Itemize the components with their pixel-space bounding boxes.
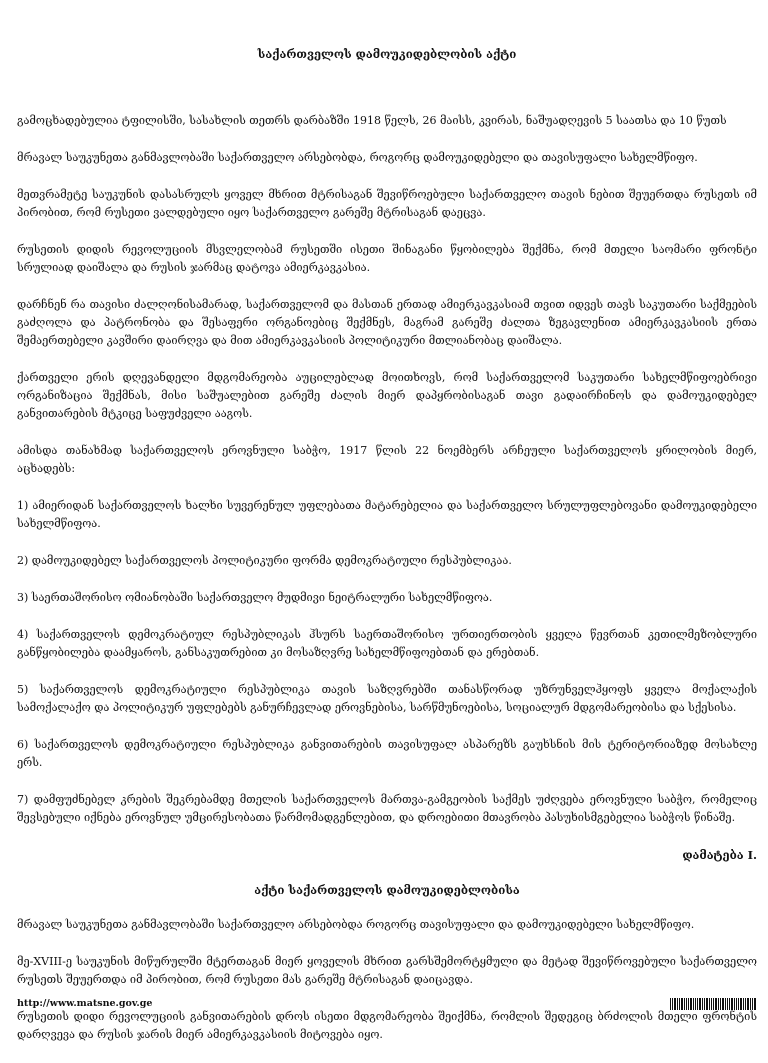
paragraph: მრავალ საუკუნეთა განმავლობაში საქართველო არსებობდა, როგორც დამოუკიდებელი და თავისუფალი სახელმწიფო. <box>17 151 698 164</box>
paragraph: რუსეთის დიდის რევოლუციის მსვლელობამ რუსეთში ისეთი შინაგანი წყობილება შექმნა, რომ მთელი საომარი ფრონტი სრულიად დაიშალა და რუსის ჯარმაც დატოვა ამიერკავკასია. <box>17 243 757 274</box>
barcode-icon <box>670 998 756 1010</box>
article-6: 6) საქართველოს დემოკრატიული რესპუბლიკა განვითარების თავისუფალ ასპარეზს გაუხსნის მის ტერიტორიაზედ მოსახლე ერს. <box>17 738 757 769</box>
article-5: 5) საქართველოს დემოკრატიული რესპუბლიკა თავის საზღვრებში თანასწორად უზრუნველჰყოფს ყველა მოქალაქის სამოქალაქო და პოლიტიკურ უფლებებს განურჩევლად ეროვნებისა, სარწმუნოებისა, სოციალურ მდგომარეობისა და სქესისა. <box>17 683 757 714</box>
annex-paragraph: რუსეთის დიდი რევოლუციის განვითარების დროს ისეთი მდგომარეობა შეიქმნა, რომლის შედეგიც ბრძოლის მთელი ფრონტის დარღვევა და რუსის ჯარის მიერ ამიერკავკასიის მიტოვება იყო. <box>17 1010 757 1041</box>
document-title: საქართველოს დამოუკიდებლობის აქტი <box>257 47 517 61</box>
article-3: 3) საერთაშორისო ომიანობაში საქართველო მუდმივი ნეიტრალური სახელმწიფოა. <box>17 591 493 604</box>
article-4: 4) საქართველოს დემოკრატიულ რესპუბლიკას ჰსურს საერთაშორისო ურთიერთობის ყველა წევრთან კეთილმეზობლური განწყობილება დაამყაროს, განსაკუთრებით კი მოსაზღვრე სახელმწიფოებთან და ერებთან. <box>17 628 757 659</box>
paragraph: მეთვრამეტე საუკუნის დასასრულს ყოველ მხრით მტრისაგან შევიწროებული საქართველო თავის ნებით შეუერთდა რუსეთს იმ პირობით, რომ რუსეთი ვალდებული იყო საქართველო გარეშე მტრისაგან დაეცვა. <box>17 188 757 219</box>
paragraph: დარჩნენ რა თავისი ძალღონისამარად, საქართველომ და მასთან ერთად ამიერკავკასიამ თვით იდვეს თავს საკუთარი საქმეების გაძღოლა და პატრონობა და შესაფერი ორგანოებიც შექმნეს, მაგრამ გარეშე ძალთა ზეგავლენით ამიერკავკასიის ერთა შემაერთებელი კავშირი დაირღვა და მით ამიერკავკასიის პოლიტიკური მთლიანობაც დაიშალა. <box>17 298 757 347</box>
article-1: 1) ამიერიდან საქართველოს ხალხი სუვერენულ უფლებათა მატარებელია და საქართველო სრულუფლებოვანი დამოუკიდებელი სახელმწიფოა. <box>17 499 757 530</box>
document-body <box>17 112 757 1063</box>
article-2: 2) დამოუკიდებელ საქართველოს პოლიტიკური ფორმა დემოკრატიული რესპუბლიკაა. <box>17 554 512 567</box>
paragraph: ქართველი ერის დღევანდელი მდგომარეობა აუცილებლად მოითხოვს, რომ საქართველომ საკუთარი სახელმწიფოებრივი ორგანიზაცია შექმნას, მისი საშუალებით გარეშე ძალის მიერ დაპყრობისაგან თავი გადაირჩინოს და დამოუკიდებელ განვითარების მტკიცე საფუძველი ააგოს. <box>17 371 757 420</box>
document-page <box>17 0 757 1041</box>
annex-label: დამატება I. <box>682 848 757 862</box>
annex-paragraph: მრავალ საუკუნეთა განმავლობაში საქართველო არსებობდა როგორც თავისუფალი და დამოუკიდებელი სახელმწიფო. <box>17 918 695 931</box>
annex-title: აქტი საქართველოს დამოუკიდებლობისა <box>254 883 520 897</box>
article-7: 7) დამფუძნებელ კრების შეკრებამდე მთელის საქართველოს მართვა-გამგეობის საქმეს უძღვება ეროვნული საბჭო, რომელიც შევსებული იქნება ეროვნულ უმცირესობათა წარმომადგენლებით, და დროებითი მთავრობა პასუხისმგებელია საბჭოს წინაშე. <box>17 793 757 824</box>
paragraph-declaration-intro: ამისდა თანახმად საქართველოს ეროვნული საბჭო, 1917 წლის 22 ნოემბერს არჩეული საქართველოს ყრილობის მიერ, აცხადებს: <box>17 444 757 475</box>
paragraph-proclamation: გამოცხადებულია ტფილისში, სასახლის თეთრს დარბაზში 1918 წელს, 26 მაისს, კვირას, ნაშუადღევის 5 საათსა და 10 წუთს <box>17 114 727 127</box>
footer-url: http://www.matsne.gov.ge <box>17 998 153 1009</box>
annex-paragraph: მე-XVIII-ე საუკუნის მიწურულში მტერთაგან მიერ ყოველის მხრით გარსშემორტყმული და მეტად შევიწროვებული საქართველო რუსეთს შეუერთდა იმ პირობით, რომ რუსეთი მას გარეშე მტრისაგან დაიცავდა. <box>17 955 757 986</box>
